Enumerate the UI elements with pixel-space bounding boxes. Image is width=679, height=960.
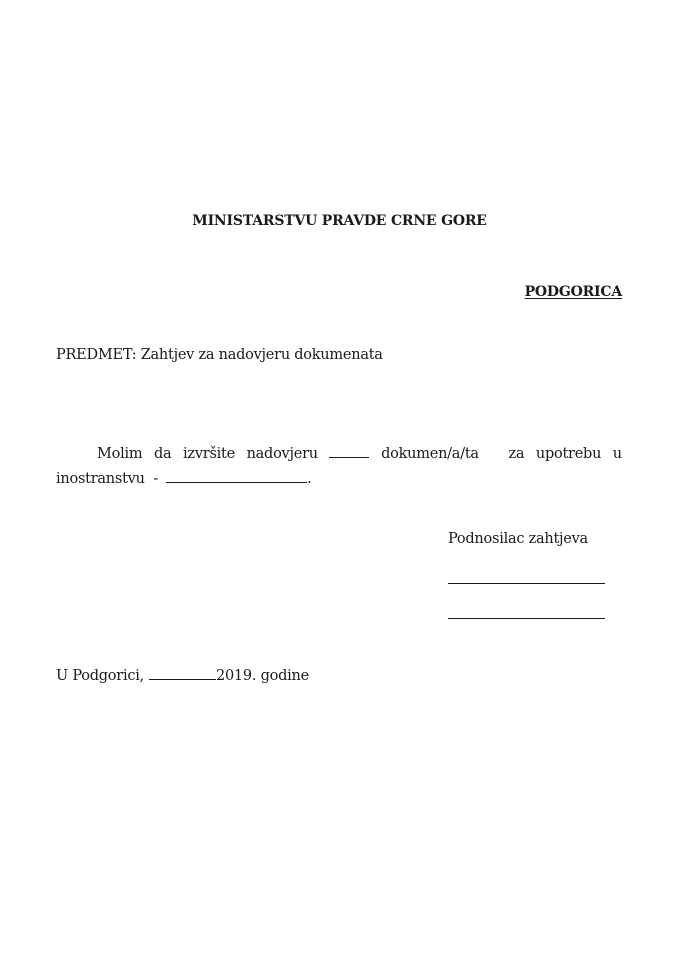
date-blank[interactable]: [149, 667, 216, 680]
subject-line: PREDMET: Zahtjev za nadovjeru dokumenata: [56, 347, 383, 363]
word: Molim: [97, 446, 143, 462]
word: da: [153, 446, 172, 462]
country-blank[interactable]: [166, 470, 307, 483]
word: u: [612, 446, 622, 462]
year-suffix: 2019. godine: [215, 668, 309, 684]
recipient-title: MINISTARSTVU PRAVDE CRNE GORE: [192, 213, 487, 229]
line2-period: .: [307, 471, 312, 487]
word: nadovjeru: [246, 446, 318, 462]
request-paragraph: [56, 442, 622, 492]
signature-line-2[interactable]: [448, 618, 605, 619]
signer-label: Podnosilac zahtjeva: [448, 531, 588, 547]
word: izvršite: [183, 446, 235, 462]
place-date-line: [56, 667, 309, 684]
paragraph-line-2: [56, 467, 622, 492]
word: dokumen/a/ta: [381, 446, 479, 462]
word: upotrebu: [535, 446, 602, 462]
line2-text: inostranstvu -: [56, 471, 159, 487]
document-count-blank[interactable]: [329, 445, 369, 458]
recipient-city: PODGORICA: [524, 284, 622, 300]
word: za: [508, 446, 525, 462]
signature-line-1[interactable]: [448, 583, 605, 584]
place-prefix: U Podgorici,: [56, 668, 144, 684]
paragraph-line-1: [56, 442, 622, 467]
